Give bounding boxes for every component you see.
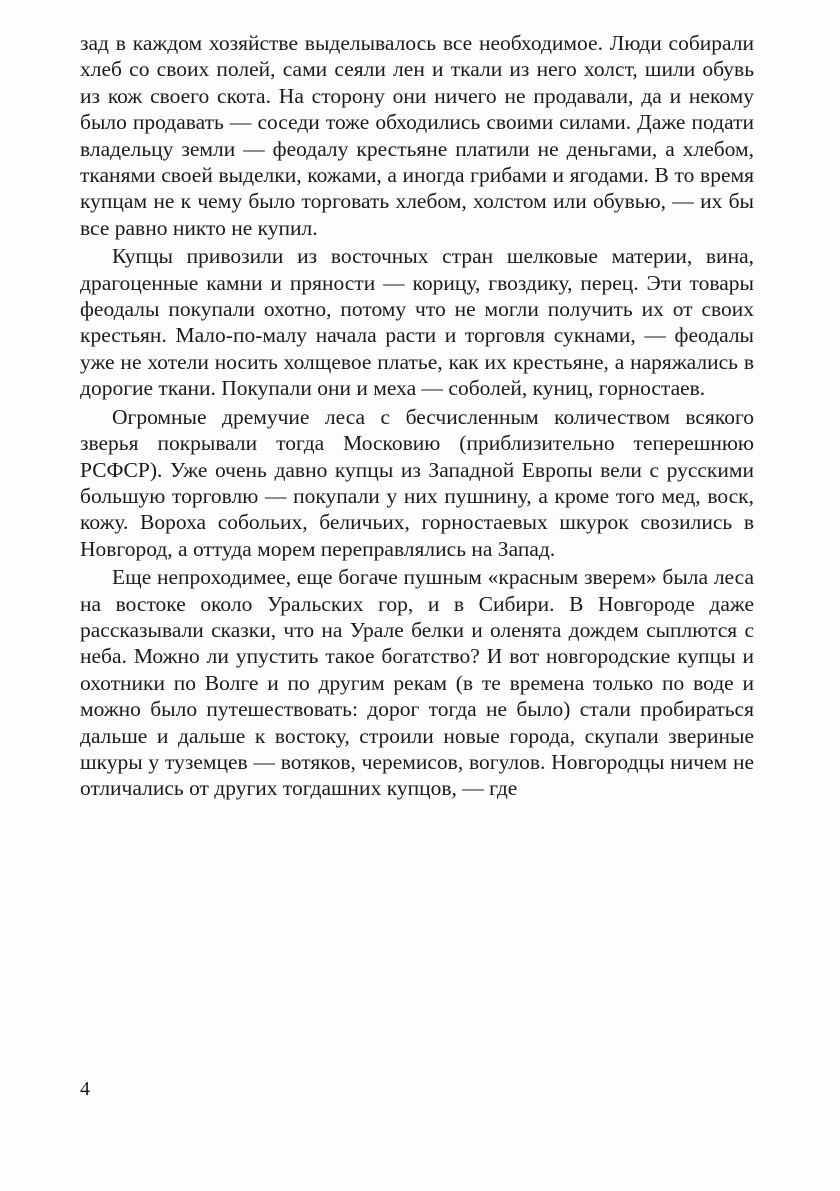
paragraph-4: Еще непроходимее, еще богаче пушным «красным зверем» была леса на востоке около Уральских гор, и в Сибири. В Новгороде даже рассказывали сказки, что на Урале белки и оленята дождем сыплются с неба. Можно ли упустить такое богатство? И вот новгородские купцы и охотники по Волге и по другим рекам (в те времена только по воде и можно было путешествовать: дорог тогда не было) стали пробираться дальше и дальше к востоку, строили новые города, скупали звериные шкуры у туземцев — вотяков, черемисов, вогулов. Новгородцы ничем не отличались от других тогдашних купцов, — где bbox=[80, 565, 754, 801]
paragraph-1: зад в каждом хозяйстве выделывалось все необходимое. Люди собирали хлеб со своих полей, сами сеяли лен и ткали из него холст, шили обувь из кож своего скота. На сторону они ничего не продавали, да и некому было продавать — соседи тоже обходились своими силами. Даже подати владельцу земли — феодалу крестьяне платили не деньгами, а хлебом, тканями своей выделки, кожами, а иногда грибами и ягодами. В то время купцам не к чему было торговать хлебом, холстом или обувью, — их бы все равно никто не купил. bbox=[80, 31, 754, 240]
body-text bbox=[80, 30, 754, 804]
page-number: 4 bbox=[80, 1078, 90, 1100]
paragraph-2: Купцы привозили из восточных стран шелковые материи, вина, драгоценные камни и пряности — корицу, гвоздику, перец. Эти товары феодалы покупали охотно, потому что не могли получить их от своих крестьян. Мало-по-малу начала расти и торговля сукнами, — феодалы уже не хотели носить холщевое платье, как их крестьяне, а наряжались в дорогие ткани. Покупали они и меха — соболей, куниц, горностаев. bbox=[80, 244, 754, 401]
paragraph-3: Огромные дремучие леса с бесчисленным количеством всякого зверья покрывали тогда Московию (приблизительно теперешнюю РСФСР). Уже очень давно купцы из Западной Европы вели с русскими большую торговлю — покупали у них пушнину, а кроме того мед, воск, кожу. Вороха собольих, беличьих, горностаевых шкурок свозились в Новгород, а оттуда морем переправлялись на Запад. bbox=[80, 404, 754, 561]
